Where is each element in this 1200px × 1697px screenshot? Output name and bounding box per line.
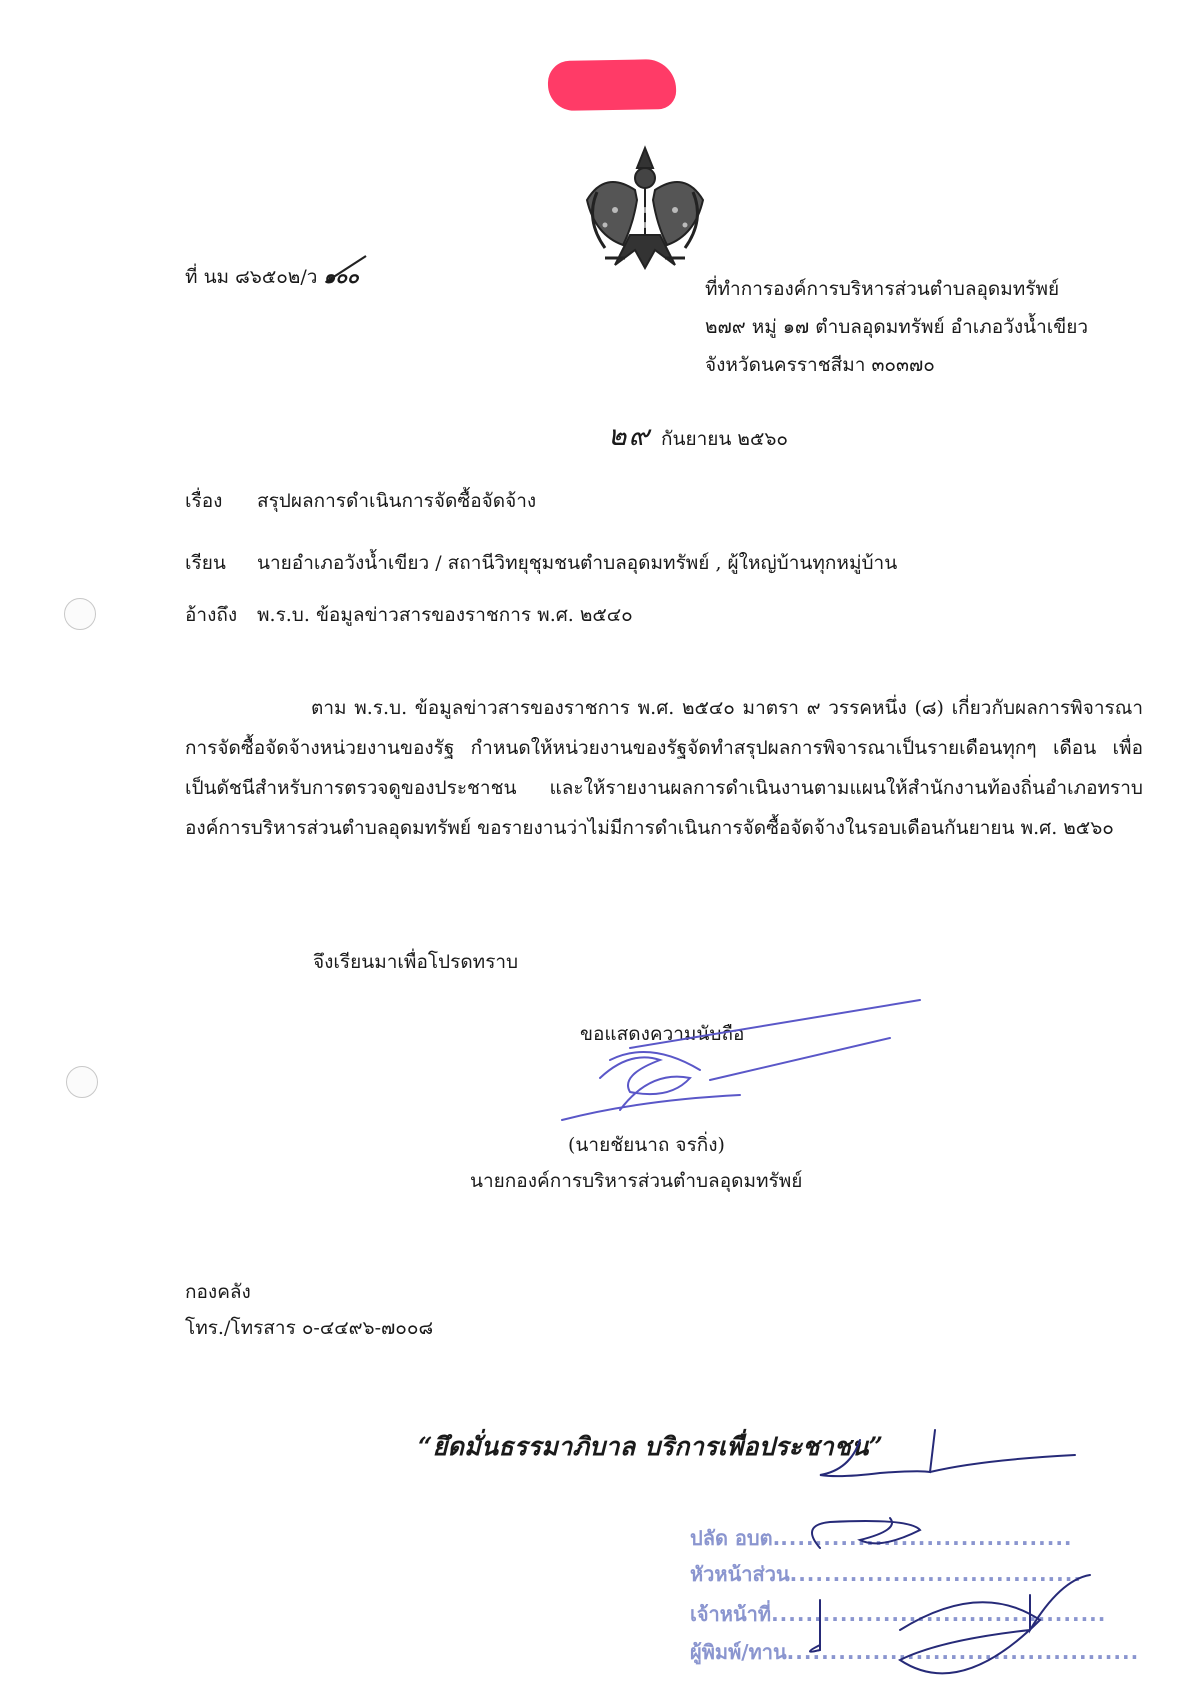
regards-line: ขอแสดงความนับถือ — [580, 1023, 745, 1045]
recipient-row — [185, 548, 897, 578]
sender-address — [705, 270, 1088, 384]
organization-slogan: “ยึดมั่นธรรมาภิบาล บริการเพื่อประชาชน” — [418, 1432, 884, 1461]
date-month-year: กันยายน ๒๕๖๐ — [660, 428, 788, 450]
address-line: จังหวัดนครราชสีมา ๓๐๓๗๐ — [705, 354, 935, 376]
subject-label: เรื่อง — [185, 490, 223, 512]
routing-initials — [760, 1400, 1090, 1690]
routing-line: ปลัด อบต................................... — [690, 1526, 1073, 1550]
address-line: ๒๗๙ หมู่ ๑๗ ตำบลอุดมทรัพย์ อำเภอวังน้ำเขียว — [705, 316, 1089, 338]
closing-line: จึงเรียนมาเพื่อโปรดทราบ — [313, 951, 519, 973]
routing-line-label: เจ้าหน้าที่ — [690, 1602, 772, 1626]
handwritten-signature — [560, 1000, 920, 1130]
routing-line-label: หัวหน้าส่วน — [690, 1562, 790, 1586]
contact-phone: โทร./โทรสาร ๐-๔๔๙๖-๗๐๐๘ — [185, 1317, 434, 1339]
date-day-handwritten: ๒๙ — [608, 419, 651, 452]
garuda-emblem-icon — [575, 140, 715, 270]
reference-slash-mark — [330, 250, 370, 280]
subject-text: สรุปผลการดำเนินการจัดซื้อจัดจ้าง — [257, 490, 537, 512]
routing-line: เจ้าหน้าที่....................................... — [690, 1602, 1107, 1626]
document-date — [608, 414, 788, 458]
routing-line-label: ผู้พิมพ์/ทาน — [690, 1640, 787, 1664]
reference-label: อ้างถึง — [185, 604, 238, 626]
address-line: ที่ทำการองค์การบริหารส่วนตำบลอุดมทรัพย์ — [705, 278, 1060, 300]
signatory-title: นายกองค์การบริหารส่วนตำบลอุดมทรัพย์ — [470, 1170, 803, 1192]
subject-row — [185, 486, 536, 516]
punch-hole — [66, 1066, 98, 1098]
red-stamp-mark — [548, 59, 677, 111]
routing-line: ผู้พิมพ์/ทาน......................................... — [690, 1640, 1140, 1664]
department-name: กองคลัง — [185, 1281, 251, 1303]
routing-line-label: ปลัด อบต. — [690, 1526, 781, 1550]
reference-number-prefix: ที่ นม ๘๖๕๐๒/ว — [185, 266, 318, 288]
reference-number-handwritten: ๑๐๐ — [323, 266, 359, 288]
routing-line: หัวหน้าส่วน.................................. — [690, 1562, 1082, 1586]
recipient-text: นายอำเภอวังน้ำเขียว / สถานีวิทยุชุมชนตำบลอุดมทรัพย์ , ผู้ใหญ่บ้านทุกหมู่บ้าน — [257, 552, 898, 574]
signatory-name: (นายชัยนาถ จรกิ่ง) — [568, 1134, 725, 1156]
punch-hole — [64, 598, 96, 630]
recipient-label: เรียน — [185, 552, 226, 574]
reference-row — [185, 600, 633, 630]
body-paragraph: ตาม พ.ร.บ. ข้อมูลข่าวสารของราชการ พ.ศ. ๒๕๔๐ มาตรา ๙ วรรคหนึ่ง (๘) เกี่ยวกับผลการพิจารณาการจัดซื้อจัดจ้างหน่วยงานของรัฐ กำหนดให้หน่วยงานของรัฐจัดทำสรุปผลการพิจารณาเป็นรายเดือนทุกๆ เดือน เพื่อเป็นดัชนีสำหรับการตรวจดูของประชาชน และให้รายงานผลการดำเนินงานตามแผนให้สำนักงานท้องถิ่นอำเภอทราบ องค์การบริหารส่วนตำบลอุดมทรัพย์ ขอรายงานว่าไม่มีการดำเนินการจัดซื้อจัดจ้างในรอบเดือนกันยายน พ.ศ. ๒๕๖๐ — [185, 697, 1143, 839]
reference-text: พ.ร.บ. ข้อมูลข่าวสารของราชการ พ.ศ. ๒๕๔๐ — [257, 604, 633, 626]
